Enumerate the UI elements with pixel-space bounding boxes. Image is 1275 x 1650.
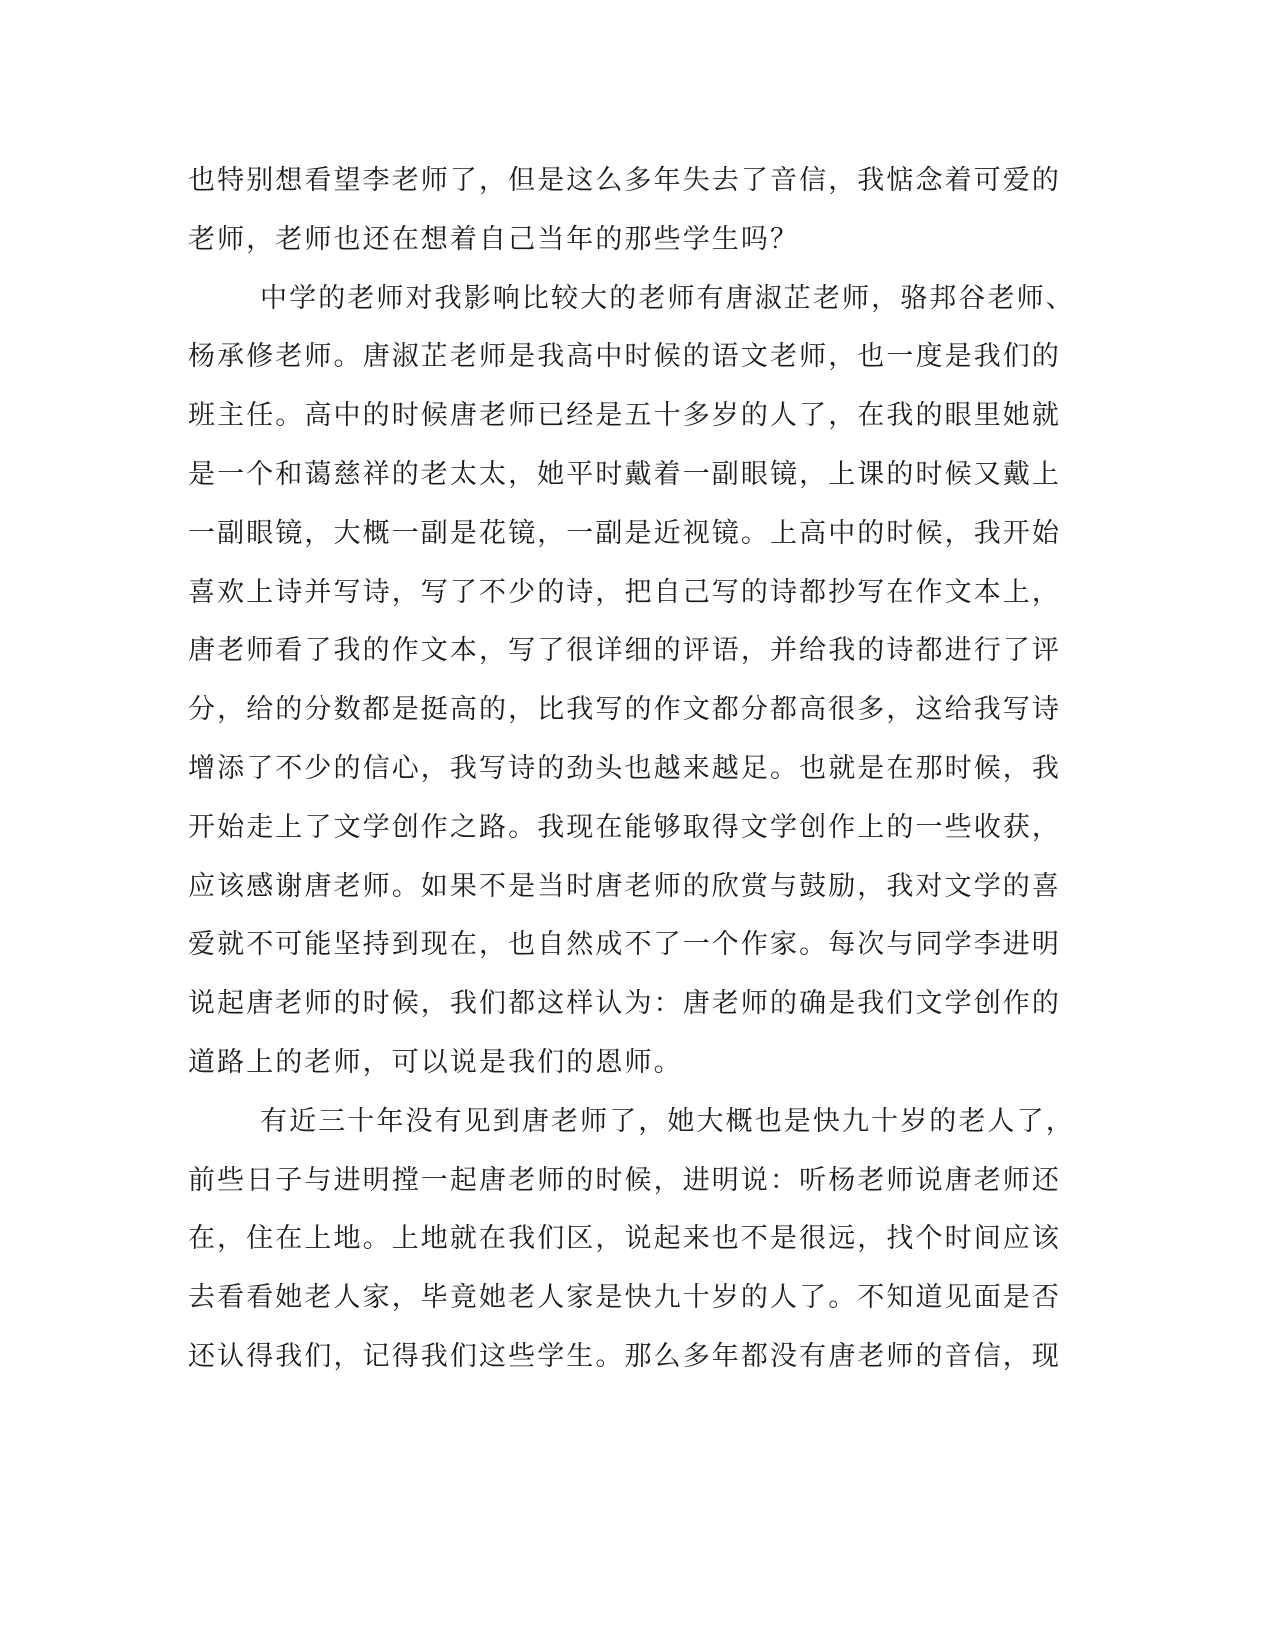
text-line: 唐老师看了我的作文本，写了很详细的评语，并给我的诗都进行了评: [188, 635, 1061, 666]
text-line: 应该感谢唐老师。如果不是当时唐老师的欣赏与鼓励，我对文学的喜: [188, 871, 1061, 902]
text-line: 喜欢上诗并写诗，写了不少的诗，把自己写的诗都抄写在作文本上，: [188, 577, 1061, 608]
text-line: 爱就不可能坚持到现在，也自然成不了一个作家。每次与同学李进明: [188, 929, 1061, 960]
text-line: 一副眼镜，大概一副是花镜，一副是近视镜。上高中的时候，我开始: [188, 518, 1061, 549]
paragraph-start-line: 中学的老师对我影响比较大的老师有唐淑芷老师，骆邦谷老师、: [260, 283, 1075, 314]
text-line: 老师，老师也还在想着自己当年的那些学生吗？: [188, 224, 800, 255]
text-line: 前些日子与进明摚一起唐老师的时候，进明说：听杨老师说唐老师还: [188, 1165, 1061, 1196]
text-line: 说起唐老师的时候，我们都这样认为：唐老师的确是我们文学创作的: [188, 988, 1061, 1019]
text-line: 班主任。高中的时候唐老师已经是五十多岁的人了，在我的眼里她就: [188, 400, 1061, 431]
text-line: 道路上的老师，可以说是我们的恩师。: [188, 1047, 683, 1078]
text-line: 还认得我们，记得我们这些学生。那么多年都没有唐老师的音信，现: [188, 1341, 1061, 1372]
text-line: 去看看她老人家，毕竟她老人家是快九十岁的人了。不知道见面是否: [188, 1282, 1061, 1313]
text-line: 增添了不少的信心，我写诗的劲头也越来越足。也就是在那时候，我: [188, 753, 1061, 784]
text-line: 分，给的分数都是挺高的，比我写的作文都分都高很多，这给我写诗: [188, 694, 1061, 725]
text-line: 是一个和蔼慈祥的老太太，她平时戴着一副眼镜，上课的时候又戴上: [188, 459, 1061, 490]
text-line: 也特别想看望李老师了，但是这么多年失去了音信，我惦念着可爱的: [188, 165, 1061, 196]
text-line: 开始走上了文学创作之路。我现在能够取得文学创作上的一些收获，: [188, 812, 1061, 843]
paragraph-start-line: 有近三十年没有见到唐老师了，她大概也是快九十岁的老人了，: [260, 1106, 1075, 1137]
text-line: 杨承修老师。唐淑芷老师是我高中时候的语文老师，也一度是我们的: [188, 341, 1061, 372]
text-line: 在，住在上地。上地就在我们区，说起来也不是很远，找个时间应该: [188, 1223, 1061, 1254]
